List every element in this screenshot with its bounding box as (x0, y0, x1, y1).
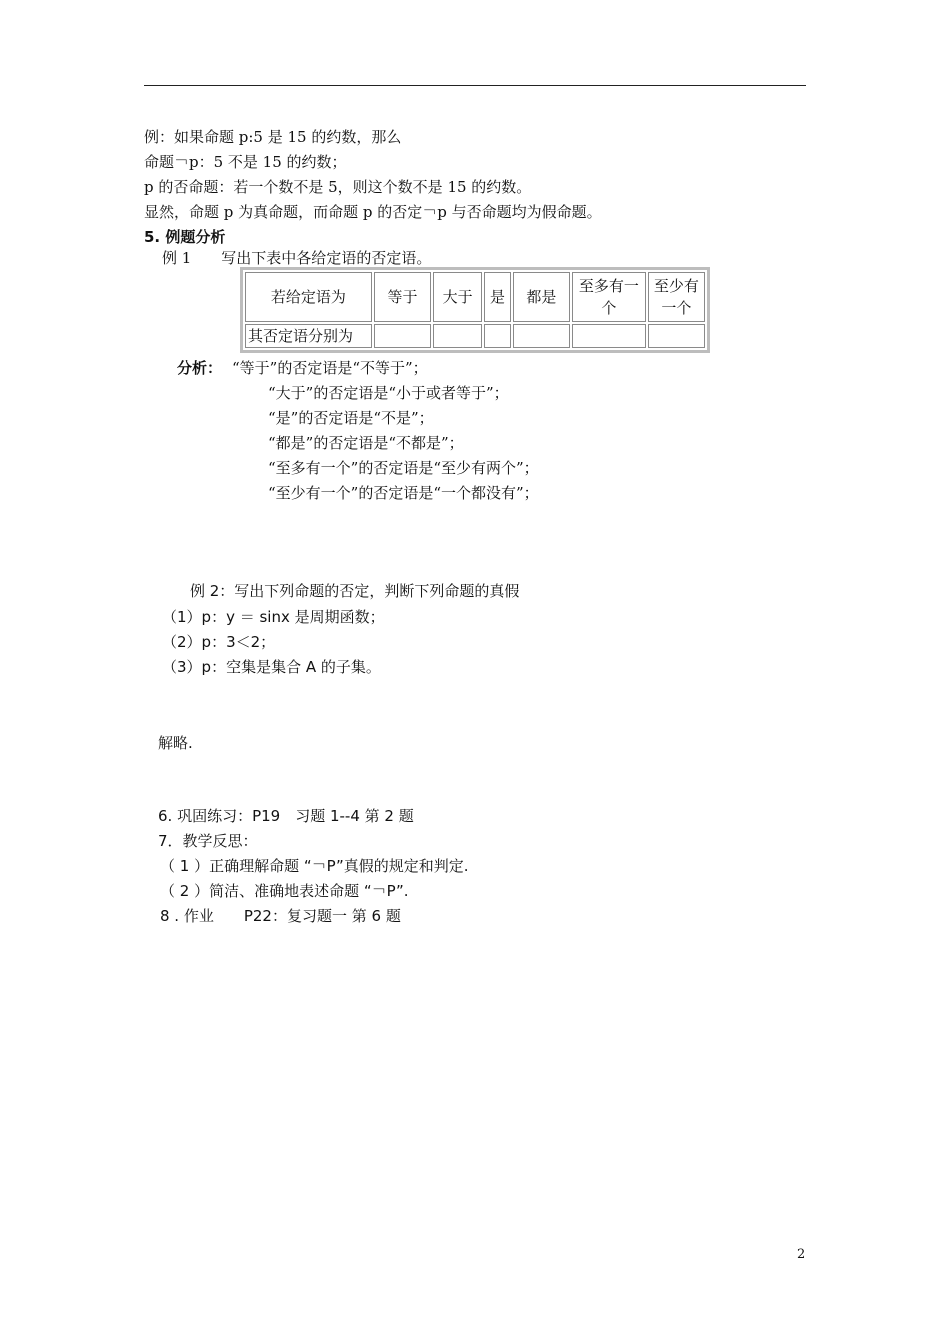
table-row (245, 272, 705, 322)
table-cell (513, 324, 570, 348)
table-cell (648, 324, 705, 348)
section-7-item: （ 2 ）简洁、准确地表述命题 “￢P”. (160, 882, 409, 900)
example-2-item: （2）p：3＜2； (162, 633, 276, 651)
example-2-item: （1）p：y ＝ sinx 是周期函数； (162, 608, 385, 626)
analysis-item: “至少有一个”的否定语是“一个都没有”； (268, 484, 539, 502)
negation-table (240, 267, 710, 353)
analysis-item: “等于”的否定语是“不等于”； (232, 359, 428, 377)
header-rule (144, 85, 806, 86)
table-cell (374, 324, 431, 348)
section-6: 6. 巩固练习：P19 习题 1--4 第 2 题 (158, 807, 414, 825)
example-2-answer: 解略. (158, 734, 193, 752)
table-cell: 至多有一个 (572, 272, 646, 322)
page-number: 2 (797, 1247, 806, 1262)
analysis-item: “是”的否定语是“不是”； (268, 409, 434, 427)
analysis-item: “至多有一个”的否定语是“至少有两个”； (268, 459, 539, 477)
example-2-item: （3）p：空集是集合 A 的子集。 (162, 658, 381, 676)
example-2-prompt: 例 2：写出下列命题的否定，判断下列命题的真假 (190, 582, 520, 600)
section-5-heading: 5. 例题分析 (144, 228, 226, 246)
section-7-heading: 7．教学反思： (158, 832, 258, 850)
table-cell: 是 (484, 272, 511, 322)
section-7-item: （ 1 ）正确理解命题 “￢P”真假的规定和判定. (160, 857, 469, 875)
table-cell: 至少有一个 (648, 272, 705, 322)
table-cell (433, 324, 482, 348)
analysis-item: “都是”的否定语是“不都是”； (268, 434, 464, 452)
intro-line-2: 命题￢p：5 不是 15 的约数； (144, 153, 347, 171)
intro-line-1: 例：如果命题 p:5 是 15 的约数，那么 (144, 128, 402, 146)
intro-line-4: 显然，命题 p 为真命题，而命题 p 的否定￢p 与否命题均为假命题。 (144, 203, 602, 221)
table-cell: 大于 (433, 272, 482, 322)
table-cell: 等于 (374, 272, 431, 322)
example-1-prompt: 例 1 写出下表中各给定语的否定语。 (162, 249, 432, 267)
intro-line-3: p 的否命题：若一个数不是 5，则这个数不是 15 的约数。 (144, 178, 532, 196)
analysis-label: 分析： (177, 359, 223, 377)
table-cell (484, 324, 511, 348)
table-cell (572, 324, 646, 348)
table-cell: 其否定语分别为 (245, 324, 372, 348)
table-cell: 若给定语为 (245, 272, 372, 322)
table-cell: 都是 (513, 272, 570, 322)
table-row (245, 324, 705, 348)
section-8: 8 . 作业 P22：复习题一 第 6 题 (160, 907, 401, 925)
analysis-item: “大于”的否定语是“小于或者等于”； (268, 384, 509, 402)
